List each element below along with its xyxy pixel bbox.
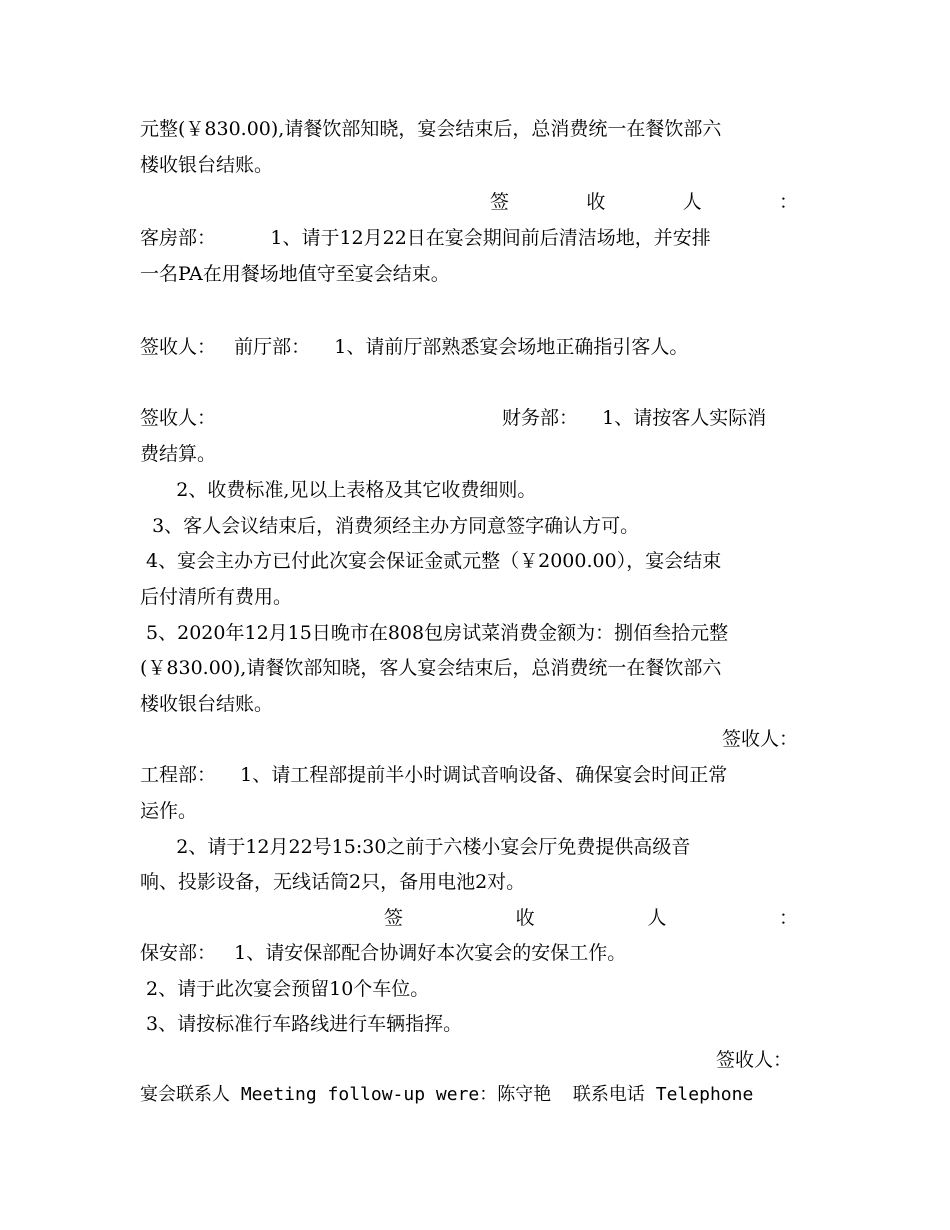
text-line: 3、客人会议结束后，消费须经主办方同意签字确认方可。 bbox=[140, 515, 640, 537]
text-line: 2、请于此次宴会预留10个车位。 bbox=[140, 978, 430, 1000]
sign-char: 签 bbox=[490, 191, 510, 213]
sign-char: 收 bbox=[515, 907, 535, 929]
text-line: 签收人： 前厅部： 1、请前厅部熟悉宴会场地正确指引客人。 bbox=[140, 336, 689, 358]
signature-line bbox=[384, 909, 798, 928]
text-line: 签收人： bbox=[140, 407, 217, 429]
text-line: 客房部： 1、请于12月22日在宴会期间前后清洁场地，并安排 bbox=[140, 227, 711, 249]
text-line: 一名PA在用餐场地值守至宴会结束。 bbox=[140, 263, 450, 285]
sign-char: 人 bbox=[647, 907, 667, 929]
text-line: 2、请于12月22号15:30之前于六楼小宴会厅免费提供高级音 bbox=[140, 836, 691, 858]
text-line: 3、请按标准行车路线进行车辆指挥。 bbox=[140, 1013, 463, 1035]
contact-line: 宴会联系人 Meeting follow-up were：陈守艳 联系电话 Telephone bbox=[140, 1084, 754, 1105]
text-line: 费结算。 bbox=[140, 443, 217, 465]
text-line: 元整(￥830.00),请餐饮部知晓，宴会结束后，总消费统一在餐饮部六 bbox=[140, 118, 722, 140]
text-line: 2、收费标准,见以上表格及其它收费细则。 bbox=[140, 479, 537, 501]
text-line: 工程部： 1、请工程部提前半小时调试音响设备、确保宴会时间正常 bbox=[140, 764, 728, 786]
signature-line bbox=[490, 193, 798, 212]
sign-char: 收 bbox=[586, 191, 606, 213]
text-line: 运作。 bbox=[140, 800, 198, 822]
text-line: 响、投影设备，无线话筒2只，备用电池2对。 bbox=[140, 871, 526, 893]
text-line: (￥830.00),请餐饮部知晓，客人宴会结束后，总消费统一在餐饮部六 bbox=[140, 657, 722, 679]
text-line: 签收人： bbox=[716, 1049, 793, 1071]
text-line: 签收人： bbox=[722, 728, 799, 750]
text-line: 5、2020年12月15日晚市在808包房试菜消费金额为：捌佰叁拾元整 bbox=[140, 622, 729, 644]
text-line: 财务部： 1、请按客人实际消 bbox=[502, 407, 767, 429]
sign-char: ： bbox=[778, 191, 798, 213]
text-line: 楼收银台结账。 bbox=[140, 693, 274, 715]
sign-char: 签 bbox=[384, 907, 404, 929]
sign-char: 人 bbox=[682, 191, 702, 213]
sign-char: ： bbox=[778, 907, 798, 929]
text-line: 保安部： 1、请安保部配合协调好本次宴会的安保工作。 bbox=[140, 942, 627, 964]
text-line: 楼收银台结账。 bbox=[140, 154, 274, 176]
text-line: 4、宴会主办方已付此次宴会保证金贰元整（￥2000.00），宴会结束 bbox=[140, 550, 722, 572]
text-line: 后付清所有费用。 bbox=[140, 586, 293, 608]
